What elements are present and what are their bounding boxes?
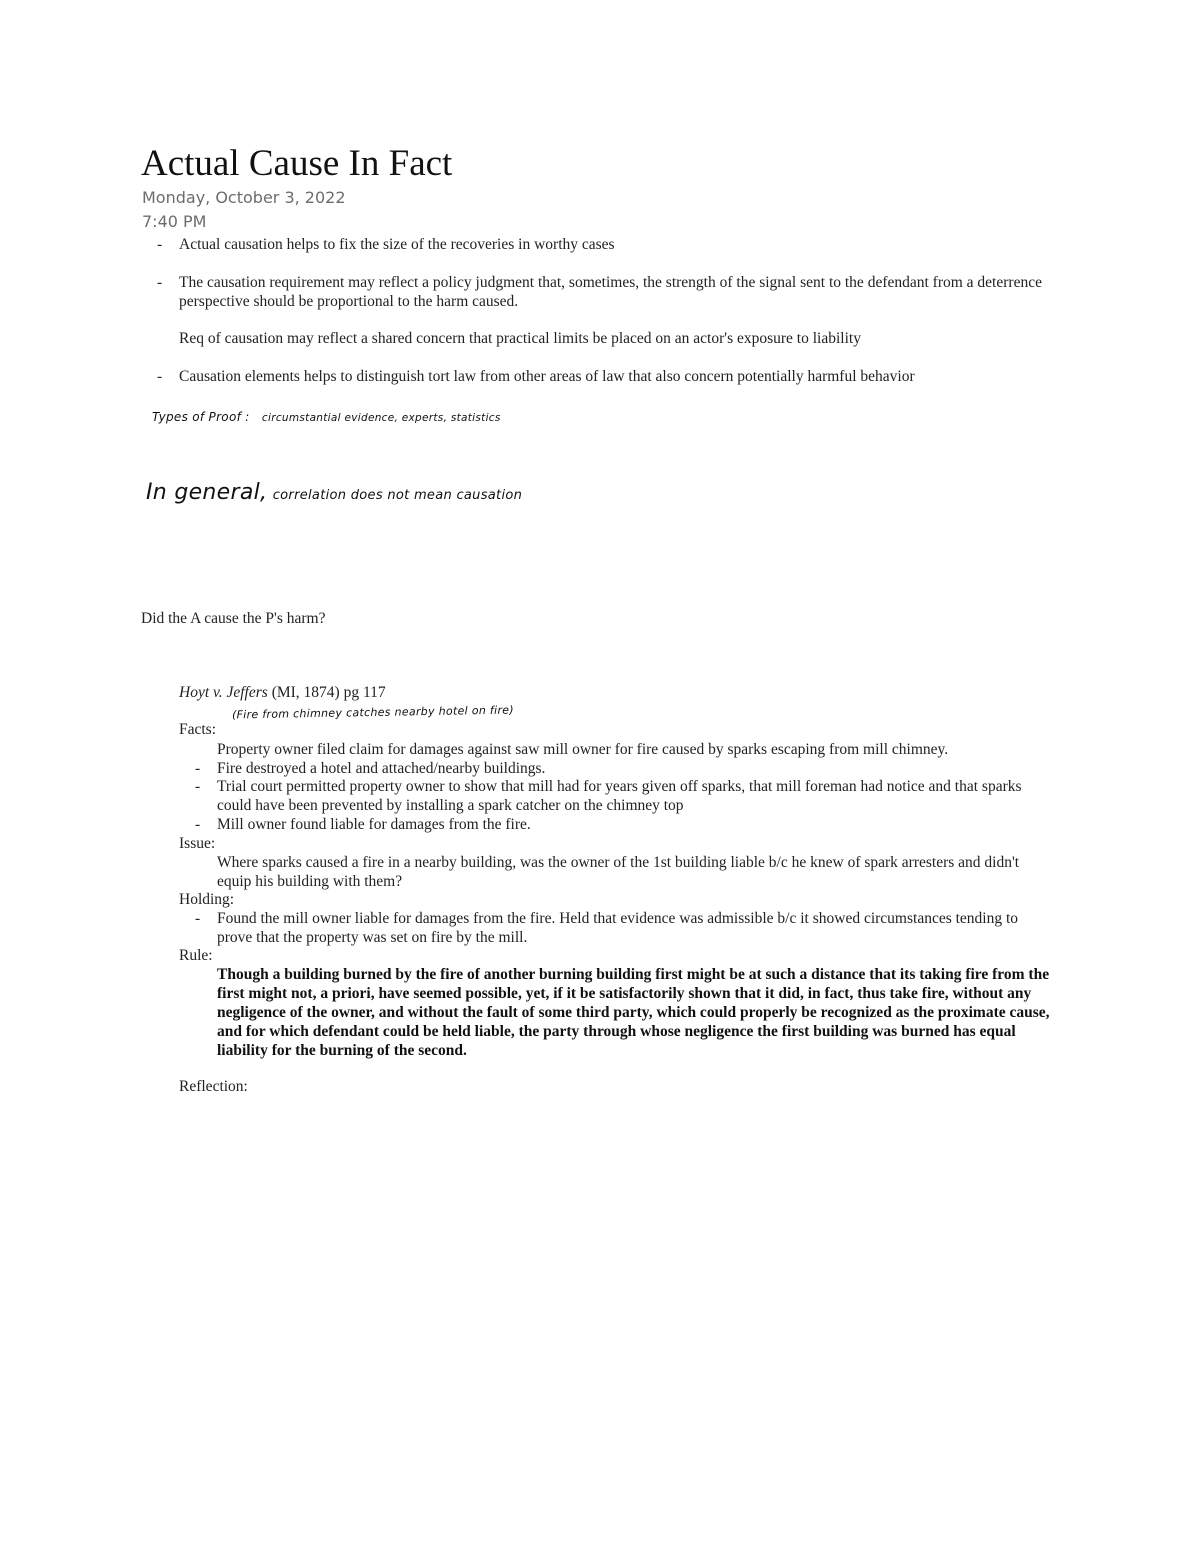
bullet-text: Fire destroyed a hotel and attached/nearby buildings.: [217, 760, 546, 777]
facts-label: Facts:: [179, 721, 217, 738]
bullet-dash: -: [195, 816, 201, 833]
list-item: [157, 273, 1057, 311]
page-time: 7:40 PM: [142, 212, 207, 231]
issue-text: Where sparks caused a fire in a nearby building, was the owner of the 1st building liable b/c he knew of spark arresters and didn't equip his building with them?: [217, 854, 1020, 890]
bullet-dash: -: [195, 778, 201, 795]
reflection-label: Reflection:: [179, 1078, 248, 1095]
bullet-text: Actual causation helps to fix the size of the recoveries in worthy cases: [179, 236, 615, 253]
rule-text: Though a building burned by the fire of another burning building first might be at such a distance that its taking fire from the first might not, a priori, have seemed possible, yet, if it be satisfactorily shown that it did, in fact, thus take fire, without any negligence of the owner, and without the fault of some third party, which could properly be recognized as the proximate cause, and for which defendant could be held liable, the party through whose negligence the first building was burned has equal liability for the burning of the second.: [217, 966, 1050, 1059]
handwritten-general-rest: correlation does not mean causation: [272, 488, 523, 503]
bullet-text: Mill owner found liable for damages from the fire.: [217, 816, 531, 833]
bullet-dash: -: [195, 760, 201, 777]
list-item: [157, 367, 1057, 386]
handwritten-types-label: Types of Proof :: [152, 410, 250, 424]
req-note: Req of causation may reflect a shared concern that practical limits be placed on an actor's exposure to liability: [179, 330, 861, 347]
question: Did the A cause the P's harm?: [141, 610, 326, 627]
bullet-text: The causation requirement may reflect a policy judgment that, sometimes, the strength of the signal sent to the defendant from a deterrence perspective should be proportional to the harm caused.: [179, 274, 1042, 310]
handwritten-types-value: circumstantial evidence, experts, statistics: [261, 412, 501, 424]
list-item: [195, 777, 1055, 815]
list-item: [195, 815, 1055, 834]
bullet-dash: -: [195, 910, 201, 927]
page-date: Monday, October 3, 2022: [142, 188, 346, 207]
bullet-text: Trial court permitted property owner to show that mill had for years given off sparks, that mill foreman had notice and that sparks could have been prevented by installing a spark catcher on the chimney top: [217, 778, 1022, 814]
bullet-dash: -: [157, 368, 163, 385]
list-item: [195, 759, 1055, 778]
handwritten-fire-note: (Fire from chimney catches nearby hotel on fire): [231, 703, 514, 722]
page-title: Actual Cause In Fact: [141, 143, 453, 184]
list-item: [195, 909, 1055, 947]
case-name: Hoyt v. Jeffers: [179, 684, 268, 701]
handwritten-general-note: [146, 480, 522, 505]
case-cite: (MI, 1874) pg 117: [267, 684, 386, 701]
list-item: [157, 235, 1057, 254]
bullet-dash: -: [157, 236, 163, 253]
facts-intro: Property owner filed claim for damages against saw mill owner for fire caused by sparks escaping from mill chimney.: [217, 741, 949, 758]
issue-label: Issue:: [179, 835, 216, 852]
bullet-dash: -: [157, 274, 163, 291]
bullet-text: Causation elements helps to distinguish tort law from other areas of law that also concern potentially harmful behavior: [179, 368, 915, 385]
holding-label: Holding:: [179, 891, 235, 908]
bullet-text: Found the mill owner liable for damages from the fire. Held that evidence was admissible b/c it showed circumstances tending to prove that the property was set on fire by the mill.: [217, 910, 1019, 946]
handwritten-general-lead: In general,: [146, 480, 268, 505]
case-heading: [179, 683, 386, 702]
rule-label: Rule:: [179, 947, 213, 964]
handwritten-types-of-proof: [152, 410, 501, 424]
